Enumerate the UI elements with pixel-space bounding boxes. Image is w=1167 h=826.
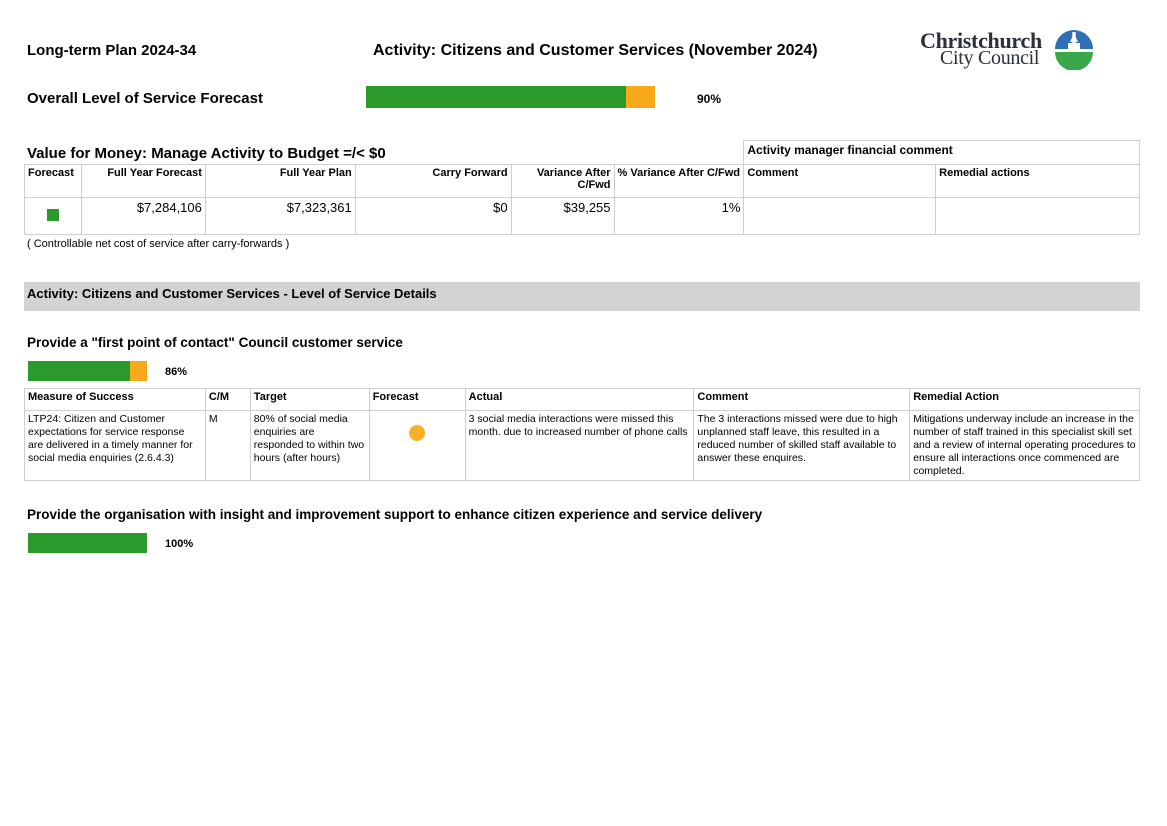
vfm-note: ( Controllable net cost of service after carry-forwards ) bbox=[27, 238, 290, 250]
carry-forward-value: $0 bbox=[355, 198, 511, 235]
section1-progress-green bbox=[28, 361, 130, 381]
remedial-actions-value bbox=[936, 198, 1140, 235]
activity-title: Activity: Citizens and Customer Services (November 2024) bbox=[373, 42, 818, 59]
vfm-title: Value for Money: Manage Activity to Budget =/< $0 bbox=[27, 145, 386, 162]
col-variance-after: Variance After C/Fwd bbox=[511, 165, 614, 198]
manager-comment-heading: Activity manager financial comment bbox=[744, 141, 1140, 165]
logo-line1: Christchurch bbox=[920, 28, 1042, 53]
los-forecast-status bbox=[369, 411, 465, 481]
section1-progress-amber bbox=[130, 361, 147, 381]
section2-progress-bar bbox=[28, 533, 147, 553]
los-comment-value: The 3 interactions missed were due to high unplanned staff leave, this resulted in a reduced number of skilled staff available to answer these enquires. bbox=[694, 411, 910, 481]
overall-progress-amber bbox=[626, 86, 655, 108]
col-los-forecast: Forecast bbox=[369, 389, 465, 411]
col-remedial: Remedial actions bbox=[936, 165, 1140, 198]
col-full-year-forecast: Full Year Forecast bbox=[81, 165, 205, 198]
overall-los-label: Overall Level of Service Forecast bbox=[27, 90, 263, 107]
overall-percent: 90% bbox=[697, 92, 722, 106]
col-full-year-plan: Full Year Plan bbox=[205, 165, 355, 198]
col-actual: Actual bbox=[465, 389, 694, 411]
col-comment: Comment bbox=[744, 165, 936, 198]
financial-comment-value bbox=[744, 198, 936, 235]
vfm-table bbox=[24, 140, 1140, 235]
col-pct-variance-after: % Variance After C/Fwd bbox=[614, 165, 744, 198]
measure-value: LTP24: Citizen and Customer expectations for service response are delivered in a timely manner for social media enquiries (2.6.4.3) bbox=[25, 411, 206, 481]
section2-progress-green bbox=[28, 533, 147, 553]
section1-title: Provide a "first point of contact" Council customer service bbox=[27, 335, 403, 350]
full-year-plan-value: $7,323,361 bbox=[205, 198, 355, 235]
logo-line2: City Council bbox=[940, 47, 1040, 69]
details-band-title: Activity: Citizens and Customer Services - Level of Service Details bbox=[27, 286, 437, 301]
section1-progress-bar bbox=[28, 361, 147, 381]
col-cm: C/M bbox=[205, 389, 250, 411]
target-value: 80% of social media enquiries are responded to within two hours (after hours) bbox=[250, 411, 369, 481]
section2-percent: 100% bbox=[165, 538, 194, 550]
los-measures-table bbox=[24, 388, 1140, 481]
overall-progress-bar bbox=[366, 86, 655, 108]
forecast-green-square-icon bbox=[47, 209, 59, 221]
col-measure: Measure of Success bbox=[25, 389, 206, 411]
col-carry-forward: Carry Forward bbox=[355, 165, 511, 198]
cm-value: M bbox=[205, 411, 250, 481]
forecast-status bbox=[25, 198, 82, 235]
col-remedial-action: Remedial Action bbox=[910, 389, 1140, 411]
variance-after-value: $39,255 bbox=[511, 198, 614, 235]
council-logo bbox=[920, 28, 1100, 72]
col-los-comment: Comment bbox=[694, 389, 910, 411]
cathedral-logo-icon bbox=[1054, 28, 1094, 70]
forecast-amber-dot-icon bbox=[409, 425, 425, 441]
actual-value: 3 social media interactions were missed this month. due to increased number of phone calls bbox=[465, 411, 694, 481]
section2-title: Provide the organisation with insight and improvement support to enhance citizen experience and service delivery bbox=[27, 507, 763, 522]
plan-title: Long-term Plan 2024-34 bbox=[27, 42, 197, 59]
col-forecast: Forecast bbox=[25, 165, 82, 198]
full-year-forecast-value: $7,284,106 bbox=[81, 198, 205, 235]
pct-variance-after-value: 1% bbox=[614, 198, 744, 235]
overall-progress-green bbox=[366, 86, 626, 108]
section1-percent: 86% bbox=[165, 366, 188, 378]
remedial-action-value: Mitigations underway include an increase in the number of staff trained in this specialist skill set and a review of internal operating procedures to ensure all interactions once commenced are completed. bbox=[910, 411, 1140, 481]
col-target: Target bbox=[250, 389, 369, 411]
